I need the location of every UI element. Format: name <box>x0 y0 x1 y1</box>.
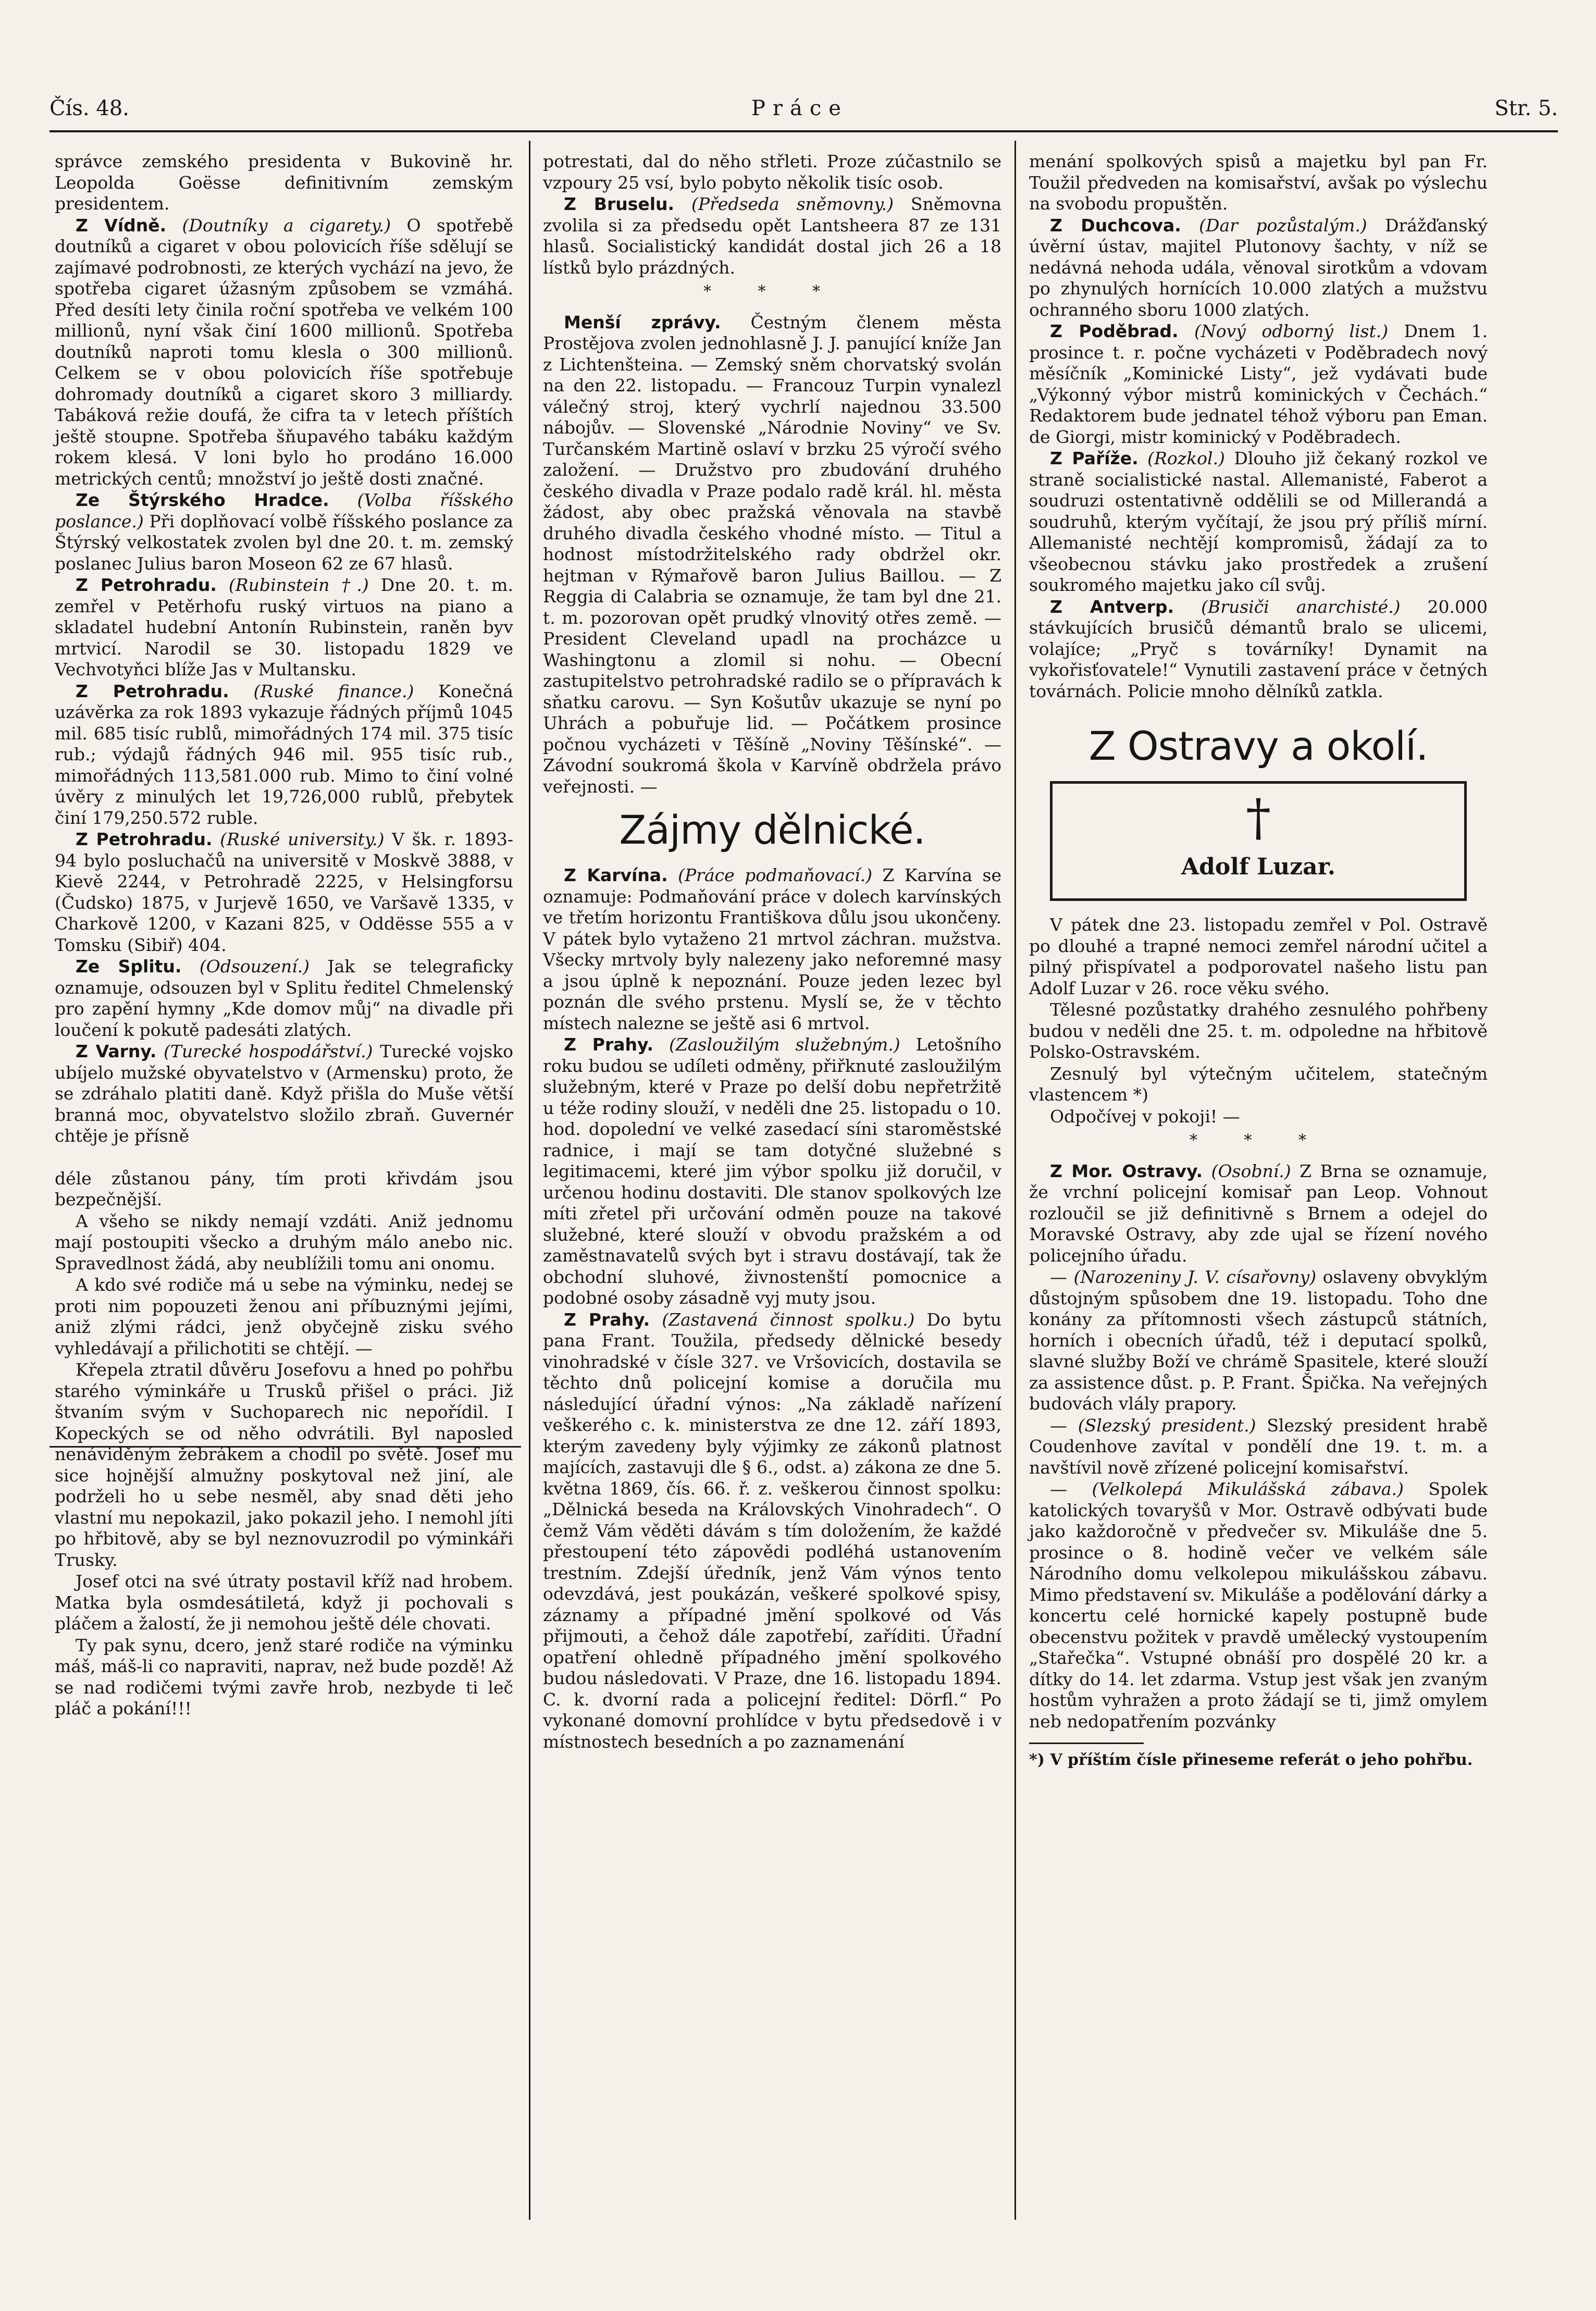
article-paragraph <box>543 194 1001 278</box>
article-paragraph <box>543 1309 1001 1753</box>
article-subtitle: (Rubinstein †.) <box>228 575 369 595</box>
article-paragraph <box>55 1168 513 1210</box>
article-body: Jak se telegraficky oznamuje, odsouzen byl v Splitu ředitel Chmelenský pro zapění hymny „Kde domov můj“ na divadle při loučení k pokutě padesáti zlatých. <box>55 956 513 1040</box>
article-paragraph <box>1029 1064 1488 1106</box>
column-1 <box>55 151 513 1720</box>
article-dateline: Ze Splitu. <box>76 956 182 977</box>
article-dateline: Ze Štýrského Hradce. <box>76 490 329 510</box>
article-paragraph <box>1029 597 1488 702</box>
article-body: Drážďanský úvěrní ústav, majitel Plutonovy šachty, v níž se nedávná nehoda udála, věnoval sirotkům a vdovam po zhynulých hornících 10.000 zlatých a mužstvu ochranného sboru 1000 zlatých. <box>1029 215 1488 320</box>
article-subtitle: (Zasloužilým služebným.) <box>669 1034 900 1055</box>
section-stars: * * * <box>703 282 842 301</box>
article-body: V pátek dne 23. listopadu zemřel v Pol. Ostravě po dlouhé a trapné nemoci zemřel národní učitel a pilný přispívatel a podporovatel našeho listu pan Adolf Luzar v 26. roce věku svého. <box>1029 914 1488 998</box>
column-divider-2 <box>1014 141 1016 2220</box>
page-number: Str. 5. <box>1494 96 1558 120</box>
section-stars-2: * * * <box>1189 1131 1328 1150</box>
header-rule <box>50 130 1558 132</box>
column-divider-1 <box>529 141 530 2220</box>
article-body: Spolek katolických tovaryšů v Mor. Ostravě odbývati bude jako každoročně v předvečer sv. Mikuláše dne 5. prosince o 8. hodině večer ve velkém sále Národního domu velkolepou mikulášskou zábavu. Mimo představení sv. Mikuláše a podělování dárky a koncertu celé hornické kapely postupně bude obecenstvu požitek v pravdě umělecký vystoupením „Stařečka“. Vstupné obnáší pro dospělé 20 kr. a dítky do 14. let zdarma. Vstup jest však jen zvaným hostům vyhražen a proto žádají se ti, jimž omylem neb nedopatřením pozvánky <box>1029 1479 1488 1732</box>
article-paragraph <box>543 865 1001 1034</box>
article-body: Ty pak synu, dcero, jenž staré rodiče na výminku máš, máš-li co napraviti, naprav, než bude pozdě! Až se nad rodičemi tvými zavře hrob, nezbyde ti leč pláč a pokání!!! <box>55 1635 513 1719</box>
article-dateline: Z Poděbrad. <box>1050 321 1179 341</box>
column2-labor-articles <box>543 865 1001 1752</box>
article-subtitle: (Nový odborný list.) <box>1194 321 1389 341</box>
article-dateline: Z Prahy. <box>564 1034 654 1055</box>
article-dateline: Z Prahy. <box>564 1309 650 1330</box>
column1-articles <box>55 151 513 1147</box>
article-body: menání spolkových spisů a majetku byl pan Fr. Toužil předveden na komisařství, avšak po výslechu na svobodu propuštěn. <box>1029 151 1488 214</box>
article-subtitle: — (Velkolepá Mikulášská zábava.) <box>1050 1479 1404 1499</box>
article-paragraph <box>1029 1161 1488 1267</box>
article-body: Dlouho již čekaný rozkol ve straně socialistické nastal. Allemanisté, Faberot a soudruzi ostentativně oddělili se od Millerandá a soudruhů, kterým vyčítají, že jsou prý příliš mírní. Allemanisté nechtějí kompromisů, žádají za to všeobecnou stávku jako prostředek a zrušení soukromého majetku jako cíl svůj. <box>1029 448 1488 595</box>
article-paragraph <box>1029 1106 1488 1128</box>
article-dateline: Z Petrohradu. <box>76 575 217 595</box>
article-body: Dnem 1. prosince t. r. počne vycházeti v Poděbradech nový měsíčník „Kominické Listy“, jež vydávati bude „Výkonný výbor mistrů kominických v Čechách.“ Redaktorem bude jednatel téhož výboru pan Eman. de Giorgi, mistr kominický v Poděbradech. <box>1029 321 1488 447</box>
article-body: Dne 20. t. m. zemřel v Petěrhofu ruský virtuos na piano a skladatel hudební Antonín Rubinstein, raněn byv mrtvicí. Narodil se 30. listopadu 1829 ve Vechvotyňci blíže Jas v Multansku. <box>55 575 513 679</box>
cross-icon: † <box>1246 788 1271 847</box>
article-body: Konečná uzávěrka za rok 1893 vykazuje řádných příjmů 1045 mil. 685 tisíc rublů, mimořádných 174 mil. 375 tisíc rub.; výdajů řádných 946 mil. 955 tisíc rub., mimořádných 113,581.000 rub. Mimo to činí volné úvěry z minulých let 19,726,000 rublů, přebytek činí 179,250.572 ruble. <box>55 681 513 828</box>
article-paragraph <box>55 1571 513 1635</box>
article-dateline: Z Paříže. <box>1050 448 1139 468</box>
article-subtitle: (Doutníky a cigarety.) <box>182 215 391 236</box>
article-subtitle: (Předseda sněmovny.) <box>691 194 894 214</box>
article-dateline: Menší zprávy. <box>564 312 721 332</box>
article-paragraph <box>1029 1479 1488 1732</box>
article-body: O spotřebě doutníků a cigaret v obou polovicích říše sdělují se zajímavé podrobnosti, ze kterých vychází na jevo, že spotřeba cigaret úžasným způsobem se vzmáhá. Před desíti lety činila roční spotřeba ve velkém 100 millionů, nyní však činí 1600 millionů. Spotřeba doutníků naproti tomu klesla o 300 millionů. Celkem se v obou polovicích říše spotřebuje dohromady doutníků a cigaret skoro 3 milliardy. Tabáková režie doufá, že cifra ta v letech příštích ještě stoupne. Spotřeba šňupavého tabáku každým rokem klesá. V loni bylo ho prodáno 16.000 metrických centů; množství jo ještě dosti značné. <box>55 215 514 489</box>
article-body: Křepela ztratil důvěru Josefovu a hned po pohřbu starého výminkáře u Trusků přišel o práci. Již štvaním svým v Suchoparech nic nepořídil. I Kopeckých se od něho odvrátili. Byl naposled nenáviděným žebrákem a chodil po světě. Josef mu sice hojnější almužny poskytoval než jiní, ale podrželi ho u sebe nesměl, aby snad děti jeho vlastní mu nepokazil, jako pokazil jeho. I nemohl jíti po hřbitově, aby se byl neznovuzrodil po výminkáři Trusky. <box>55 1360 513 1570</box>
article-paragraph <box>1029 914 1488 999</box>
article-body: A všeho se nikdy nemají vzdáti. Aniž jednomu mají postoupiti všecko a druhým málo anebo nic. Spravedlnost žádá, aby neublížili tomu ani onomu. <box>55 1210 513 1274</box>
article-subtitle: (Volba říšského poslance.) <box>55 490 514 532</box>
article-subtitle: (Dar pozůstalým.) <box>1199 215 1367 236</box>
footnote: *) V příštím čísle přineseme referát o jeho pohřbu. <box>1029 1751 1473 1769</box>
article-paragraph <box>543 151 1001 193</box>
article-dateline: Z Mor. Ostravy. <box>1050 1160 1203 1181</box>
article-paragraph <box>1029 215 1488 321</box>
article-paragraph <box>1029 448 1488 596</box>
section-title-ostrava: Z Ostravy a okolí. <box>1088 723 1428 769</box>
article-subtitle: (Turecké hospodářství.) <box>164 1041 373 1061</box>
article-paragraph <box>55 1360 513 1571</box>
article-subtitle: (Brusiči anarchisté.) <box>1201 596 1401 617</box>
article-body: potrestati, dal do něho střleti. Proze zúčastnilo se vzpoury 25 vsí, bylo pobyto několik tisíc osob. <box>543 151 1001 193</box>
article-body: Sněmovna zvolila si za předsedu opět Lantsheera 87 ze 131 hlasů. Socialistický kandidát dostal jich 26 a 18 lístků bylo prázdných. <box>543 194 1001 278</box>
article-subtitle: (Ruské finance.) <box>253 681 414 701</box>
article-body: Slezský president hrabě Coudenhove zavítal v pondělí dne 19. t. m. a navštívil nově zřízené policejní komisařství. <box>1029 1415 1488 1478</box>
column1-story-continuation <box>55 1168 513 1720</box>
article-paragraph <box>1029 321 1488 448</box>
section-title-zajmy-delnicke: Zájmy dělnické. <box>619 807 925 853</box>
article-body: déle zůstanou pány, tím proti křivdám jsou bezpečnější. <box>55 1168 513 1209</box>
article-paragraph <box>1029 1267 1488 1415</box>
issue-number: Čís. 48. <box>50 96 129 120</box>
column2-articles-top <box>543 151 1001 278</box>
footnote-rule <box>1029 1742 1144 1744</box>
article-subtitle: (Osobní.) <box>1211 1160 1291 1181</box>
article-paragraph <box>55 151 513 215</box>
article-body: Zesnulý byl výtečným učitelem, statečným vlastencem *) <box>1029 1063 1488 1105</box>
article-paragraph <box>55 829 513 956</box>
obituary-name: Adolf Luzar. <box>1181 854 1336 880</box>
article-paragraph <box>55 1635 513 1720</box>
column-3 <box>1029 151 1488 1770</box>
article-paragraph <box>1029 151 1488 215</box>
article-subtitle: — (Slezský president.) <box>1050 1415 1256 1436</box>
article-paragraph <box>55 1041 513 1147</box>
article-body: správce zemského presidenta v Bukovině hr. Leopolda Goësse definitivním zemským presidentem. <box>55 151 513 214</box>
article-body: A kdo své rodiče má u sebe na výminku, nedej se proti nim popouzeti ženou ani příbuznými jejími, aniž zlými rádci, jenž obyčejně zisku svého vyhledávají a přilichotiti se chtějí. — <box>55 1275 513 1358</box>
article-paragraph <box>55 490 513 574</box>
article-dateline: Z Vídně. <box>76 215 167 236</box>
article-body: Odpočívej v pokoji! — <box>1050 1106 1240 1127</box>
article-paragraph <box>55 215 513 490</box>
obituary-text <box>1029 914 1488 1127</box>
article-dateline: Z Antverp. <box>1050 596 1174 617</box>
article-paragraph <box>543 1034 1001 1309</box>
article-paragraph <box>1029 1415 1488 1479</box>
article-paragraph <box>55 1275 513 1359</box>
article-dateline: Z Duchcova. <box>1050 215 1181 236</box>
column3-ostrava-news <box>1029 1161 1488 1733</box>
article-body: Do bytu pana Frant. Toužila, předsedy dělnické besedy vinohradské v čísle 327. ve Vršovicích, dostavila se těchto dnů policejní komise a doručila mu následující úřadní výnos: „Na základě nařízení veškerého c. k. ministerstva ze dne 12. září 1893, kterým zavedeny byly výjimky ze zákonů platnost majících, zastavuji dle § 6., odst. a) zákona ze dne 5. května 1869, čís. 66. ř. z. veškerou činnost spolku: „Dělnická beseda na Královských Vinohradech“. O čemž Vám věděti dávám s tím doložením, že každé přestoupení této zápovědi podléhá ustanovením trestním. Zdejší úředník, jenž Vám výnos tento odevzdává, jest poukázán, veškeré spolkové spisy, záznamy a případné jmění spolkové od Vás přijmouti, a čehož dále zapotřebí, zaříditi. Úřadní opatření ohledně případného jmění spolkového budou následovati. V Praze, dne 16. listopadu 1894. C. k. dvorní rada a policejní ředitel: Dörfl.“ Po vykonané domovní prohlídce v bytu předsedově i v místnostech besedních a po zaznamenání <box>543 1309 1001 1752</box>
article-dateline: Z Karvína. <box>564 865 668 885</box>
article-body: V šk. r. 1893-94 bylo posluchačů na universitě v Moskvě 3888, v Kievě 2244, v Petrohradě 2225, v Helsingforsu (Čudsko) 1875, v Jurjevě 1650, ve Varšavě 1335, v Charkově 1200, v Kazani 825, v Oddësse 555 a v Tomsku (Sibiř) 404. <box>55 829 513 955</box>
article-subtitle: (Zastavená činnost spolku.) <box>662 1309 915 1330</box>
article-subtitle: (Práce podmaňovací.) <box>678 865 873 885</box>
article-body: Letošního roku budou se udíleti odměny, přiřknuté zasloužilým služebným, které v Praze po delší dobu nepřetržitě u téže rodiny slouží, v neděli dne 25. listopadu o 10. hod. dopolední ve velké zasedací síni staroměstské radnice, i mají se tam dotyčné služebné s legitimacemi, které jim výbor spolku již doručil, v určenou hodinu dostaviti. Dle stanov spolkových lze míti zřetel při určování odměn pouze na takové služebné, které slouží v obvodu pražském a od zaměstnavatelů svých byt i stravu dostávají, tak že obchodní sluhové, živnostenští pomocnice a podobné osoby zásadně vyj muty jsou. <box>543 1034 1001 1308</box>
page-header <box>50 96 1558 128</box>
article-body: oslaveny obvyklým důstojným spůsobem dne 19. listopadu. Toho dne konány za přítomnosti všech zástupců státních, horních i obecních úřadů, též i deputací spolků, slavné služby Boží ve chrámě Spasitele, které slouží za assistence důst. p. P. Frant. Špička. Na veřejných budovách vlály prapory. <box>1029 1267 1488 1414</box>
article-subtitle: (Ruské university.) <box>220 829 385 849</box>
newspaper-title: Práce <box>751 96 848 120</box>
article-body: Čestným členem města Prostějova zvolen jednohlasně J. J. panující kníže Jan z Lichtenšteina. — Zemský sněm chorvatský svolán na den 22. listopadu. — Francouz Turpin vynalezl válečný stroj, který vychrlí najednou 33.500 nábojův. — Slovenské „Národnie Noviny“ ve Sv. Turčanském Martině oslaví v brzku 25 výročí svého založení. — Družstvo pro zbudování druhého českého divadla v Praze podalo radě král. hl. města žádost, aby obec pražská věnovala na stavbě druhého divadla českého vhodné místo. — Titul a hodnost místodržitelského rady obdržel okr. hejtman v Rýmařově baron Julius Baillou. — Z Reggia di Calabria se oznamuje, že tam byl dne 21. t. m. pozorovan opět prudký vlnovitý otřes země. — President Cleveland upadl na procházce u Washingtonu a zlomil si nohu. — Obecní zastupitelstvo petrohradské radilo se o přípravách k sňatku carovu. — Syn Košutův ukazuje se nyní po Uhrách a pobuřuje lid. — Počátkem prosince počnou vycházeti v Těšíně „Noviny Těšínské“. — Závodní soukromá škola v Karvíně obdržela právo veřejnosti. — <box>543 312 1001 797</box>
article-body: Josef otci na své útraty postavil kříž nad hrobem. Matka byla osmdesátiletá, když ji pochovali s pláčem a žalostí, že ji nemohou ještě déle chovati. <box>55 1571 513 1634</box>
article-paragraph <box>1029 999 1488 1063</box>
article-subtitle: — (Narozeniny J. V. císařovny) <box>1050 1267 1317 1287</box>
article-dateline: Z Petrohradu. <box>76 829 213 849</box>
article-paragraph <box>55 956 513 1041</box>
article-subtitle: (Odsouzení.) <box>199 956 310 977</box>
article-body: Tělesné pozůstatky drahého zesnulého pohřbeny budou v neděli dne 25. t. m. odpoledne na hřbitově Polsko-Ostravském. <box>1029 999 1488 1062</box>
article-paragraph <box>543 312 1001 798</box>
column2-short-news <box>543 312 1001 798</box>
article-paragraph <box>55 575 513 681</box>
article-body: Z Karvína se oznamuje: Podmaňování práce v dolech karvínských ve třetím horizontu Františkova důlu jsou ukončeny. V pátek bylo vytaženo 21 mrtvol záchran. mužstva. Všecky mrtvoly byly nalezeny jako neforemné masy a jsou úplně k nepoznání. Pouze jeden lezec byl poznán dle svého prstenu. Myslí se, že v těchto místech nalezne se ještě asi 6 mrtvol. <box>543 865 1002 1033</box>
column3-articles-top <box>1029 151 1488 702</box>
article-paragraph <box>55 1211 513 1275</box>
article-paragraph <box>55 681 513 829</box>
column-2 <box>543 151 1001 1753</box>
article-dateline: Z Petrohradu. <box>76 681 229 701</box>
article-body: Z Brna se oznamuje, že vrchní policejní komisař pan Leop. Vohnout rozloučil se již definitivně s Brnem a odejel do Moravské Ostravy, aby zde ujal se řízení nového policejního úřadu. <box>1029 1160 1488 1266</box>
article-dateline: Z Varny. <box>76 1041 157 1061</box>
article-body: 20.000 stávkujících brusičů démantů bralo se ulicemi, volajíce; „Pryč s továrníky! Dynamit na vykořisťovatele!“ Vynutili zastavení práce v četných továrnách. Policie mnoho dělníků zatkla. <box>1029 596 1488 701</box>
article-body: Při doplňovací volbě říšského poslance za Štýrský velkostatek zvolen byl dne 20. t. m. zemský poslanec Julius baron Moseon 62 ze 67 hlasů. <box>55 511 513 574</box>
article-subtitle: (Rozkol.) <box>1147 448 1225 468</box>
article-body: Turecké vojsko ubíjelo mužské obyvatelstvo v (Armensku) proto, že se zdráhalo platiti daně. Když přišla do Muše větší branná moc, obyvatelstvo složilo zbraň. Guvernér chtěje je přísně <box>55 1041 513 1146</box>
obituary-box <box>1050 781 1467 901</box>
article-dateline: Z Bruselu. <box>564 194 675 214</box>
